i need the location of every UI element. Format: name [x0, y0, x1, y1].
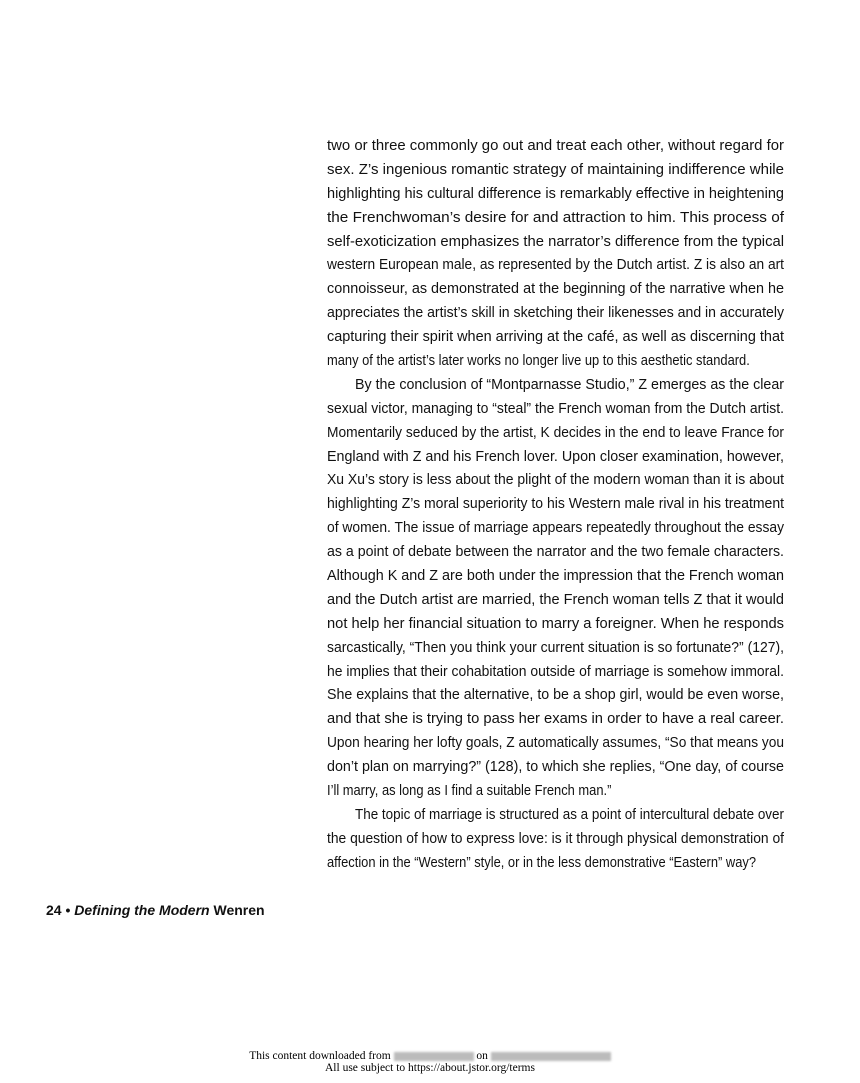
line-text: Momentarily seduced by the artist, K decides in the end to leave France for [327, 423, 784, 441]
text-line [327, 564, 784, 588]
line-text: highlighting Z’s moral superiority to his Western male rival in his treatment [327, 495, 784, 513]
text-line [327, 827, 784, 851]
text-line [327, 134, 784, 158]
download-notice-on: on [476, 1050, 488, 1062]
line-text: connoisseur, as demonstrated at the beginning of the narrative when he [327, 280, 784, 298]
line-text: self-exoticization emphasizes the narrator’s difference from the typical [327, 232, 784, 250]
running-footer [46, 902, 265, 918]
line-text: western European male, as represented by the Dutch artist. Z is also an art [327, 256, 784, 274]
line-text: Xu Xu’s story is less about the plight of the modern woman than it is about [327, 471, 784, 489]
text-line [327, 779, 784, 803]
text-line [327, 277, 784, 301]
line-text: and the Dutch artist are married, the French woman tells Z that it would [327, 590, 784, 608]
line-text: of women. The issue of marriage appears repeatedly throughout the essay [327, 519, 784, 537]
text-line [327, 445, 784, 469]
text-line [327, 253, 784, 277]
text-line [327, 301, 784, 325]
book-title-roman: Wenren [213, 902, 265, 918]
text-line [327, 851, 784, 875]
line-text: The topic of marriage is structured as a point of intercultural debate over [355, 805, 784, 823]
redacted-ip [394, 1052, 474, 1061]
line-text: not help her financial situation to marry a foreigner. When he responds [327, 614, 784, 632]
text-line [327, 206, 784, 230]
line-text: Although K and Z are both under the impression that the French woman [327, 567, 784, 585]
text-line [327, 660, 784, 684]
line-text: Upon hearing her lofty goals, Z automatically assumes, “So that means you [327, 734, 784, 752]
text-line [327, 421, 784, 445]
line-text: and that she is trying to pass her exams in order to have a real career. [327, 710, 784, 728]
page-number: 24 [46, 902, 62, 918]
line-text: as a point of debate between the narrator and the two female characters. [327, 543, 784, 561]
text-line [327, 803, 784, 827]
text-line [327, 516, 784, 540]
line-text: capturing their spirit when arriving at the café, as well as discerning that [327, 328, 784, 346]
text-line [327, 230, 784, 254]
line-text: sarcastically, “Then you think your current situation is so fortunate?” (127), [327, 638, 784, 656]
text-line [327, 731, 784, 755]
text-line [327, 397, 784, 421]
book-title-italic: Defining the Modern [74, 902, 210, 918]
line-text: England with Z and his French lover. Upon closer examination, however, [327, 447, 784, 465]
line-text: I’ll marry, as long as I find a suitable French man.” [327, 782, 612, 800]
line-text: the Frenchwoman’s desire for and attraction to him. This process of [327, 208, 784, 226]
redacted-date [491, 1052, 611, 1061]
text-line [327, 373, 784, 397]
text-line [327, 540, 784, 564]
line-text: highlighting his cultural difference is remarkably effective in heightening [327, 184, 784, 202]
line-text: sex. Z’s ingenious romantic strategy of maintaining indifference while [327, 160, 784, 178]
download-notice: This content downloaded from [249, 1050, 391, 1062]
line-text: he implies that their cohabitation outside of marriage is somehow immoral. [327, 662, 784, 680]
line-text: She explains that the alternative, to be a shop girl, would be even worse, [327, 686, 784, 704]
body-text [327, 134, 784, 875]
terms-notice: All use subject to https://about.jstor.org/terms [325, 1062, 535, 1074]
line-text: two or three commonly go out and treat each other, without regard for [327, 137, 784, 154]
text-line [327, 182, 784, 206]
line-text: appreciates the artist’s skill in sketching their likenesses and in accurately [327, 304, 784, 322]
text-line [327, 755, 784, 779]
jstor-notice [0, 1050, 860, 1074]
text-line [327, 636, 784, 660]
text-line [327, 349, 784, 373]
line-text: sexual victor, managing to “steal” the French woman from the Dutch artist. [327, 399, 784, 417]
footer-separator: • [65, 902, 71, 918]
text-line [327, 492, 784, 516]
text-line [327, 588, 784, 612]
line-text: the question of how to express love: is it through physical demonstration of [327, 829, 784, 847]
text-line [327, 612, 784, 636]
text-line [327, 468, 784, 492]
line-text: don’t plan on marrying?” (128), to which she replies, “One day, of course [327, 758, 784, 776]
line-text: affection in the “Western” style, or in the less demonstrative “Eastern” way? [327, 853, 757, 871]
text-line [327, 158, 784, 182]
text-line [327, 707, 784, 731]
text-line [327, 683, 784, 707]
text-line [327, 325, 784, 349]
line-text: By the conclusion of “Montparnasse Studio,” Z emerges as the clear [355, 375, 784, 393]
line-text: many of the artist’s later works no longer live up to this aesthetic standard. [327, 352, 750, 370]
